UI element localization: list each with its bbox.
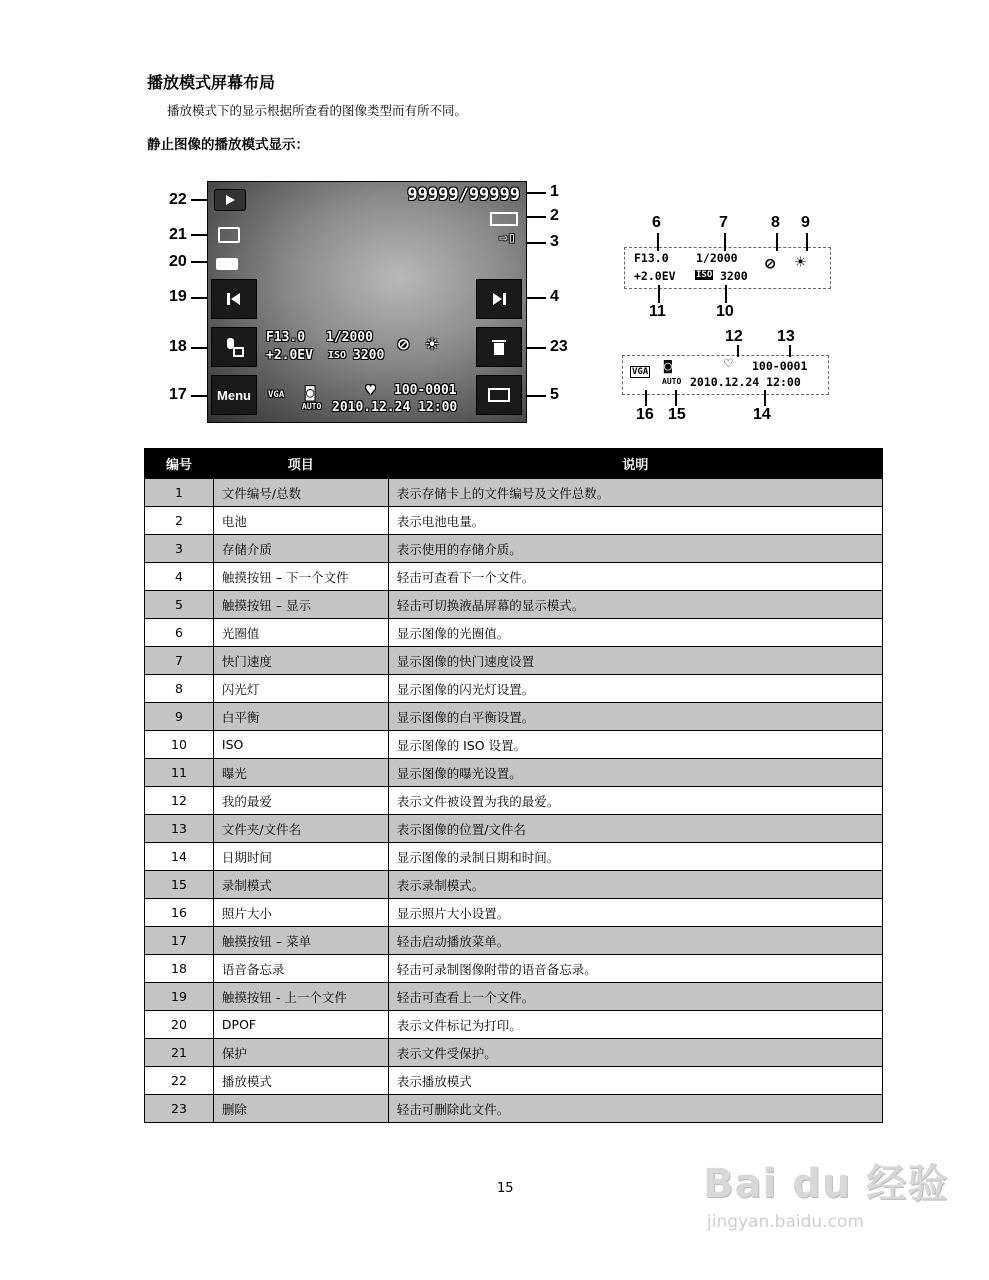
white-balance-icon: ☀: [426, 332, 439, 356]
row-number: 3: [145, 535, 214, 563]
row-item: 触摸按钮 – 显示: [213, 591, 388, 619]
row-item: DPOF: [213, 1011, 388, 1039]
row-item: 触摸按钮 – 菜单: [213, 927, 388, 955]
row-description: 表示文件受保护。: [388, 1039, 882, 1067]
row-number: 18: [145, 955, 214, 983]
table-row: [145, 535, 883, 563]
display-button[interactable]: [476, 375, 522, 415]
row-item: 删除: [213, 1095, 388, 1123]
callout-11: 11: [649, 303, 666, 320]
row-item: 日期时间: [213, 843, 388, 871]
row-description: 表示使用的存储介质。: [388, 535, 882, 563]
table-row: [145, 675, 883, 703]
detail-record-mode-icon: ◙: [664, 359, 672, 374]
detail-auto-label: AUTO: [662, 377, 682, 386]
row-number: 9: [145, 703, 214, 731]
row-description: 显示图像的白平衡设置。: [388, 703, 882, 731]
table-row: [145, 843, 883, 871]
row-item: 快门速度: [213, 647, 388, 675]
row-number: 11: [145, 759, 214, 787]
lock-icon: [218, 227, 240, 243]
row-number: 4: [145, 563, 214, 591]
header-description: 说明: [388, 449, 882, 479]
row-description: 显示照片大小设置。: [388, 899, 882, 927]
play-mode-icon: [214, 189, 246, 211]
table-row: [145, 983, 883, 1011]
flash-icon: ⊘: [398, 334, 409, 355]
date-time: 2010.12.24 12:00: [332, 400, 458, 415]
table-row: [145, 899, 883, 927]
battery-icon: [490, 212, 518, 226]
exposure-value: +2.0EV: [266, 348, 313, 363]
row-item: 触摸按钮 - 上一个文件: [213, 983, 388, 1011]
row-description: 显示图像的录制日期和时间。: [388, 843, 882, 871]
table-row: [145, 759, 883, 787]
detail-folder-file: 100-0001: [752, 359, 808, 373]
row-description: 表示播放模式: [388, 1067, 882, 1095]
legend-table: [144, 448, 883, 1123]
row-item: 保护: [213, 1039, 388, 1067]
section-subtitle: 静止图像的播放模式显示：: [147, 137, 309, 153]
intro-text: 播放模式下的显示根据所查看的图像类型而有所不同。: [167, 103, 468, 118]
row-item: 文件夹/文件名: [213, 815, 388, 843]
callout-21: 21: [169, 226, 187, 243]
callout-1: 1: [550, 183, 559, 200]
row-description: 轻击启动播放菜单。: [388, 927, 882, 955]
callout-16: 16: [636, 406, 654, 423]
row-item: 白平衡: [213, 703, 388, 731]
row-item: 文件编号/总数: [213, 479, 388, 507]
row-description: 显示图像的 ISO 设置。: [388, 731, 882, 759]
detail-date-time: 2010.12.24 12:00: [690, 375, 801, 389]
row-item: 我的最爱: [213, 787, 388, 815]
row-description: 显示图像的快门速度设置: [388, 647, 882, 675]
row-number: 5: [145, 591, 214, 619]
callout-6: 6: [652, 214, 661, 231]
table-row: [145, 955, 883, 983]
table-row: [145, 1067, 883, 1095]
callout-18: 18: [169, 338, 187, 355]
callout-19: 19: [169, 288, 187, 305]
aperture-value: F13.0: [266, 330, 306, 345]
voice-memo-button[interactable]: [211, 327, 257, 367]
callout-23: 23: [550, 338, 568, 355]
row-description: 表示电池电量。: [388, 507, 882, 535]
row-item: 曝光: [213, 759, 388, 787]
table-row: [145, 479, 883, 507]
detail-size-label: VGA: [632, 367, 649, 377]
row-item: 光圈值: [213, 619, 388, 647]
page-number: 15: [497, 1181, 514, 1196]
playback-screen: [207, 181, 527, 423]
table-row: [145, 1039, 883, 1067]
callout-4: 4: [550, 288, 559, 305]
table-row: [145, 619, 883, 647]
row-description: 轻击可查看上一个文件。: [388, 983, 882, 1011]
row-number: 6: [145, 619, 214, 647]
row-description: 轻击可切换液晶屏幕的显示模式。: [388, 591, 882, 619]
row-number: 7: [145, 647, 214, 675]
record-mode-icon: ◙: [306, 385, 315, 401]
callout-12: 12: [725, 328, 743, 345]
row-description: 轻击可录制图像附带的语音备忘录。: [388, 955, 882, 983]
row-description: 显示图像的光圈值。: [388, 619, 882, 647]
row-description: 显示图像的曝光设置。: [388, 759, 882, 787]
header-item: 项目: [213, 449, 388, 479]
row-description: 表示文件标记为打印。: [388, 1011, 882, 1039]
printer-icon: [216, 258, 238, 270]
row-number: 14: [145, 843, 214, 871]
callout-10: 10: [716, 303, 734, 320]
row-description: 表示文件被设置为我的最爱。: [388, 787, 882, 815]
row-number: 17: [145, 927, 214, 955]
favorite-icon: ♥: [366, 381, 376, 399]
next-file-button[interactable]: [476, 279, 522, 319]
table-row: [145, 507, 883, 535]
row-item: 照片大小: [213, 899, 388, 927]
row-item: 触摸按钮 – 下一个文件: [213, 563, 388, 591]
detail-iso-label: ISO: [696, 270, 713, 280]
delete-button[interactable]: [476, 327, 522, 367]
prev-file-button[interactable]: [211, 279, 257, 319]
row-item: 电池: [213, 507, 388, 535]
row-item: 存储介质: [213, 535, 388, 563]
row-number: 23: [145, 1095, 214, 1123]
callout-17: 17: [169, 386, 187, 403]
row-number: 21: [145, 1039, 214, 1067]
row-number: 20: [145, 1011, 214, 1039]
row-description: 显示图像的闪光灯设置。: [388, 675, 882, 703]
row-item: ISO: [213, 731, 388, 759]
table-row: [145, 871, 883, 899]
iso-label: ISO: [328, 350, 347, 361]
row-item: 闪光灯: [213, 675, 388, 703]
watermark-brand: Bai du 经验: [703, 1161, 949, 1207]
iso-value: 3200: [353, 348, 385, 363]
row-item: 播放模式: [213, 1067, 388, 1095]
row-number: 2: [145, 507, 214, 535]
callout-2: 2: [550, 207, 559, 224]
watermark-url: jingyan.baidu.com: [707, 1212, 864, 1232]
detail-aperture: F13.0: [634, 251, 669, 265]
table-row: [145, 815, 883, 843]
detail-white-balance-icon: ☀: [795, 252, 806, 273]
header-number: 编号: [145, 449, 214, 479]
callout-14: 14: [753, 406, 771, 423]
table-row: [145, 647, 883, 675]
table-row: [145, 563, 883, 591]
callout-15: 15: [668, 406, 686, 423]
row-description: 轻击可查看下一个文件。: [388, 563, 882, 591]
table-header-row: [145, 449, 883, 479]
row-description: 表示图像的位置/文件名: [388, 815, 882, 843]
row-number: 22: [145, 1067, 214, 1095]
row-number: 15: [145, 871, 214, 899]
table-row: [145, 703, 883, 731]
detail-flash-icon: ⊘: [765, 254, 776, 274]
storage-icon: ⇨▯: [499, 230, 516, 246]
table-row: [145, 1095, 883, 1123]
callout-13: 13: [777, 328, 795, 345]
page-title: 播放模式屏幕布局: [147, 73, 276, 92]
row-number: 16: [145, 899, 214, 927]
auto-label: AUTO: [302, 402, 322, 411]
detail-favorite-icon: ♡: [724, 356, 733, 372]
row-number: 10: [145, 731, 214, 759]
file-count: 99999/99999: [407, 185, 520, 205]
callout-5: 5: [550, 386, 559, 403]
callout-20: 20: [169, 253, 187, 270]
row-number: 19: [145, 983, 214, 1011]
row-description: 表示存储卡上的文件编号及文件总数。: [388, 479, 882, 507]
table-row: [145, 1011, 883, 1039]
callout-3: 3: [550, 233, 559, 250]
callout-8: 8: [771, 214, 780, 231]
row-description: 轻击可删除此文件。: [388, 1095, 882, 1123]
callout-22: 22: [169, 191, 187, 208]
photo-size-label: VGA: [268, 390, 285, 400]
row-number: 8: [145, 675, 214, 703]
detail-iso-value: 3200: [720, 269, 748, 283]
table-row: [145, 731, 883, 759]
table-row: [145, 927, 883, 955]
row-item: 录制模式: [213, 871, 388, 899]
callout-7: 7: [719, 214, 728, 231]
row-number: 12: [145, 787, 214, 815]
row-description: 表示录制模式。: [388, 871, 882, 899]
row-number: 1: [145, 479, 214, 507]
row-number: 13: [145, 815, 214, 843]
detail-shutter: 1/2000: [696, 251, 738, 265]
row-item: 语音备忘录: [213, 955, 388, 983]
callout-9: 9: [801, 214, 810, 231]
folder-file-name: 100-0001: [394, 383, 457, 398]
table-row: [145, 591, 883, 619]
shutter-value: 1/2000: [326, 330, 373, 345]
table-row: [145, 787, 883, 815]
detail-exposure: +2.0EV: [634, 269, 676, 283]
menu-button[interactable]: Menu: [211, 375, 257, 415]
